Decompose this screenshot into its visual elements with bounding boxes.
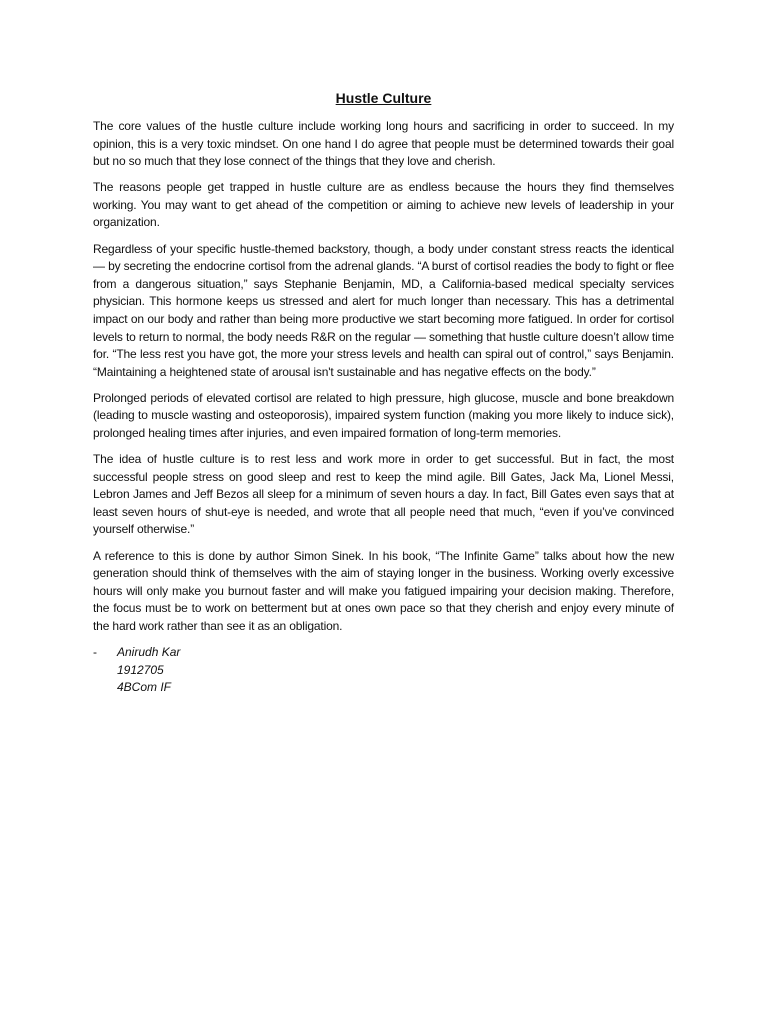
document-body — [93, 89, 674, 697]
paragraph-infinite-game: A reference to this is done by author Simon Sinek. In his book, “The Infinite Game” talks about how the new generation should think of themselves with the aim of staying longer in the business. Working overly excessive hours will only make you burnout faster and will make you fatigued impairing your decision making. Therefore, the focus must be to work on betterment but at ones own pace so that they cherish and enjoy every minute of the hard work rather than see it as an obligation. — [93, 548, 674, 633]
paragraph-reasons: The reasons people get trapped in hustle culture are as endless because the hours they find themselves working. You may want to get ahead of the competition or aiming to achieve new levels of leadership in your organization. — [93, 180, 674, 230]
signature-block — [93, 644, 674, 697]
paragraph-sleep: The idea of hustle culture is to rest less and work more in order to get successful. But in fact, the most successful people stress on good sleep and rest to keep the mind agile. Bill Gates, Jack Ma, Lionel Messi, Lebron James and Jeff Bezos all sleep for a minimum of seven hours a day. In fact, Bill Gates even says that at least seven hours of shut-eye is needed, and wrote that all people need that much, “even if you’ve convinced yourself otherwise.” — [93, 452, 674, 537]
signature-dash: - — [93, 645, 97, 660]
author-class: 4BCom IF — [117, 680, 172, 695]
author-id: 1912705 — [117, 662, 164, 677]
paragraph-intro: The core values of the hustle culture include working long hours and sacrificing in order to succeed. In my opinion, this is a very toxic mindset. On one hand I do agree that people must be determined towards their goal but no so much that they lose connect of the things that they love and cherish. — [93, 119, 674, 169]
author-name: Anirudh Kar — [117, 645, 181, 660]
paragraph-cortisol-effects: Prolonged periods of elevated cortisol are related to high pressure, high glucose, muscle and bone breakdown (leading to muscle wasting and osteoporosis), impaired system function (making you more likely to induce sick), prolonged healing times after injuries, and even impaired formation of long-term memories. — [93, 390, 674, 440]
signature-lines — [117, 644, 674, 697]
document-title: Hustle Culture — [335, 90, 432, 106]
paragraph-cortisol-stress: Regardless of your specific hustle-themed backstory, though, a body under constant stress reacts the identical — by secreting the endocrine cortisol from the adrenal glands. “A burst of cortisol readies the body to fight or flee from a dangerous situation,” says Stephanie Benjamin, MD, a California-based medical specialty services physician. This hormone keeps us stressed and alert for much longer than necessary. This has a detrimental impact on our body and rather than being more productive we start becoming more fatigued. In order for cortisol levels to return to normal, the body needs R&R on the regular — something that hustle culture doesn’t allow time for. “The less rest you have got, the more your stress levels and health can spiral out of control,” says Benjamin. “Maintaining a heightened state of arousal isn't sustainable and has negative effects on the body.” — [93, 241, 674, 379]
